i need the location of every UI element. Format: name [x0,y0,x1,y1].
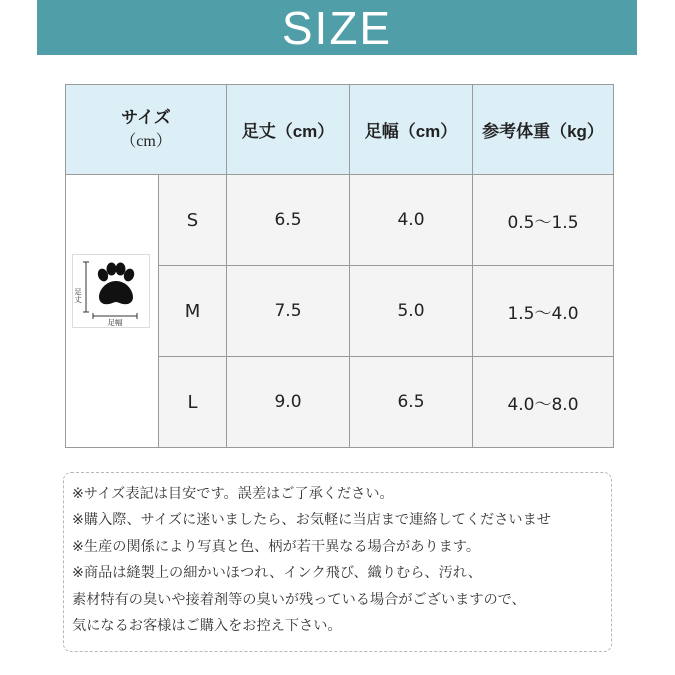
header-size-unit: （cm） [120,133,172,151]
foot-length-cell: 6.5 [227,175,350,266]
table-header-row [66,85,614,175]
foot-length-cell: 9.0 [227,357,350,448]
note-line: ※生産の関係により写真と色、柄が若干異なる場合があります。 [72,538,481,555]
note-line: ※サイズ表記は目安です。誤差はご了承ください。 [72,486,394,502]
paw-diagram [72,254,150,328]
foot-width-cell: 4.0 [350,175,473,266]
note-line: 素材特有の臭いや接着剤等の臭いが残っている場合がございますので、 [72,591,526,608]
header-size-label: サイズ [121,107,171,127]
note-line: ※商品は縫製上の細かいほつれ、インク飛び、織りむら、汚れ、 [72,565,482,582]
weight-cell: 0.5～1.5 [473,175,614,266]
weight-cell: 4.0～8.0 [473,357,614,448]
note-line: 気になるお客様はご購入をお控え下さい。 [72,618,342,635]
header-size-cm [66,85,227,175]
paw-diagram-cell [66,175,159,448]
weight-cell: 1.5～4.0 [473,266,614,357]
size-banner [37,0,637,55]
foot-length-cell: 7.5 [227,266,350,357]
header-reference-weight: 参考体重（kg） [473,85,614,175]
notes-box [63,472,612,652]
paw-length-label: 足丈 [73,288,83,303]
table-row [66,175,614,266]
size-cell: L [159,357,227,448]
header-foot-length: 足丈（cm） [227,85,350,175]
paw-icon [73,255,149,327]
foot-width-cell: 6.5 [350,357,473,448]
banner-title: SIZE [281,1,393,54]
paw-width-label: 足幅 [107,318,123,327]
note-line: ※購入際、サイズに迷いましたら、お気軽に当店まで連絡してくださいませ [72,512,551,529]
foot-width-cell: 5.0 [350,266,473,357]
size-chart-table [65,84,614,448]
header-foot-width: 足幅（cm） [350,85,473,175]
size-cell: M [159,266,227,357]
size-cell: S [159,175,227,266]
